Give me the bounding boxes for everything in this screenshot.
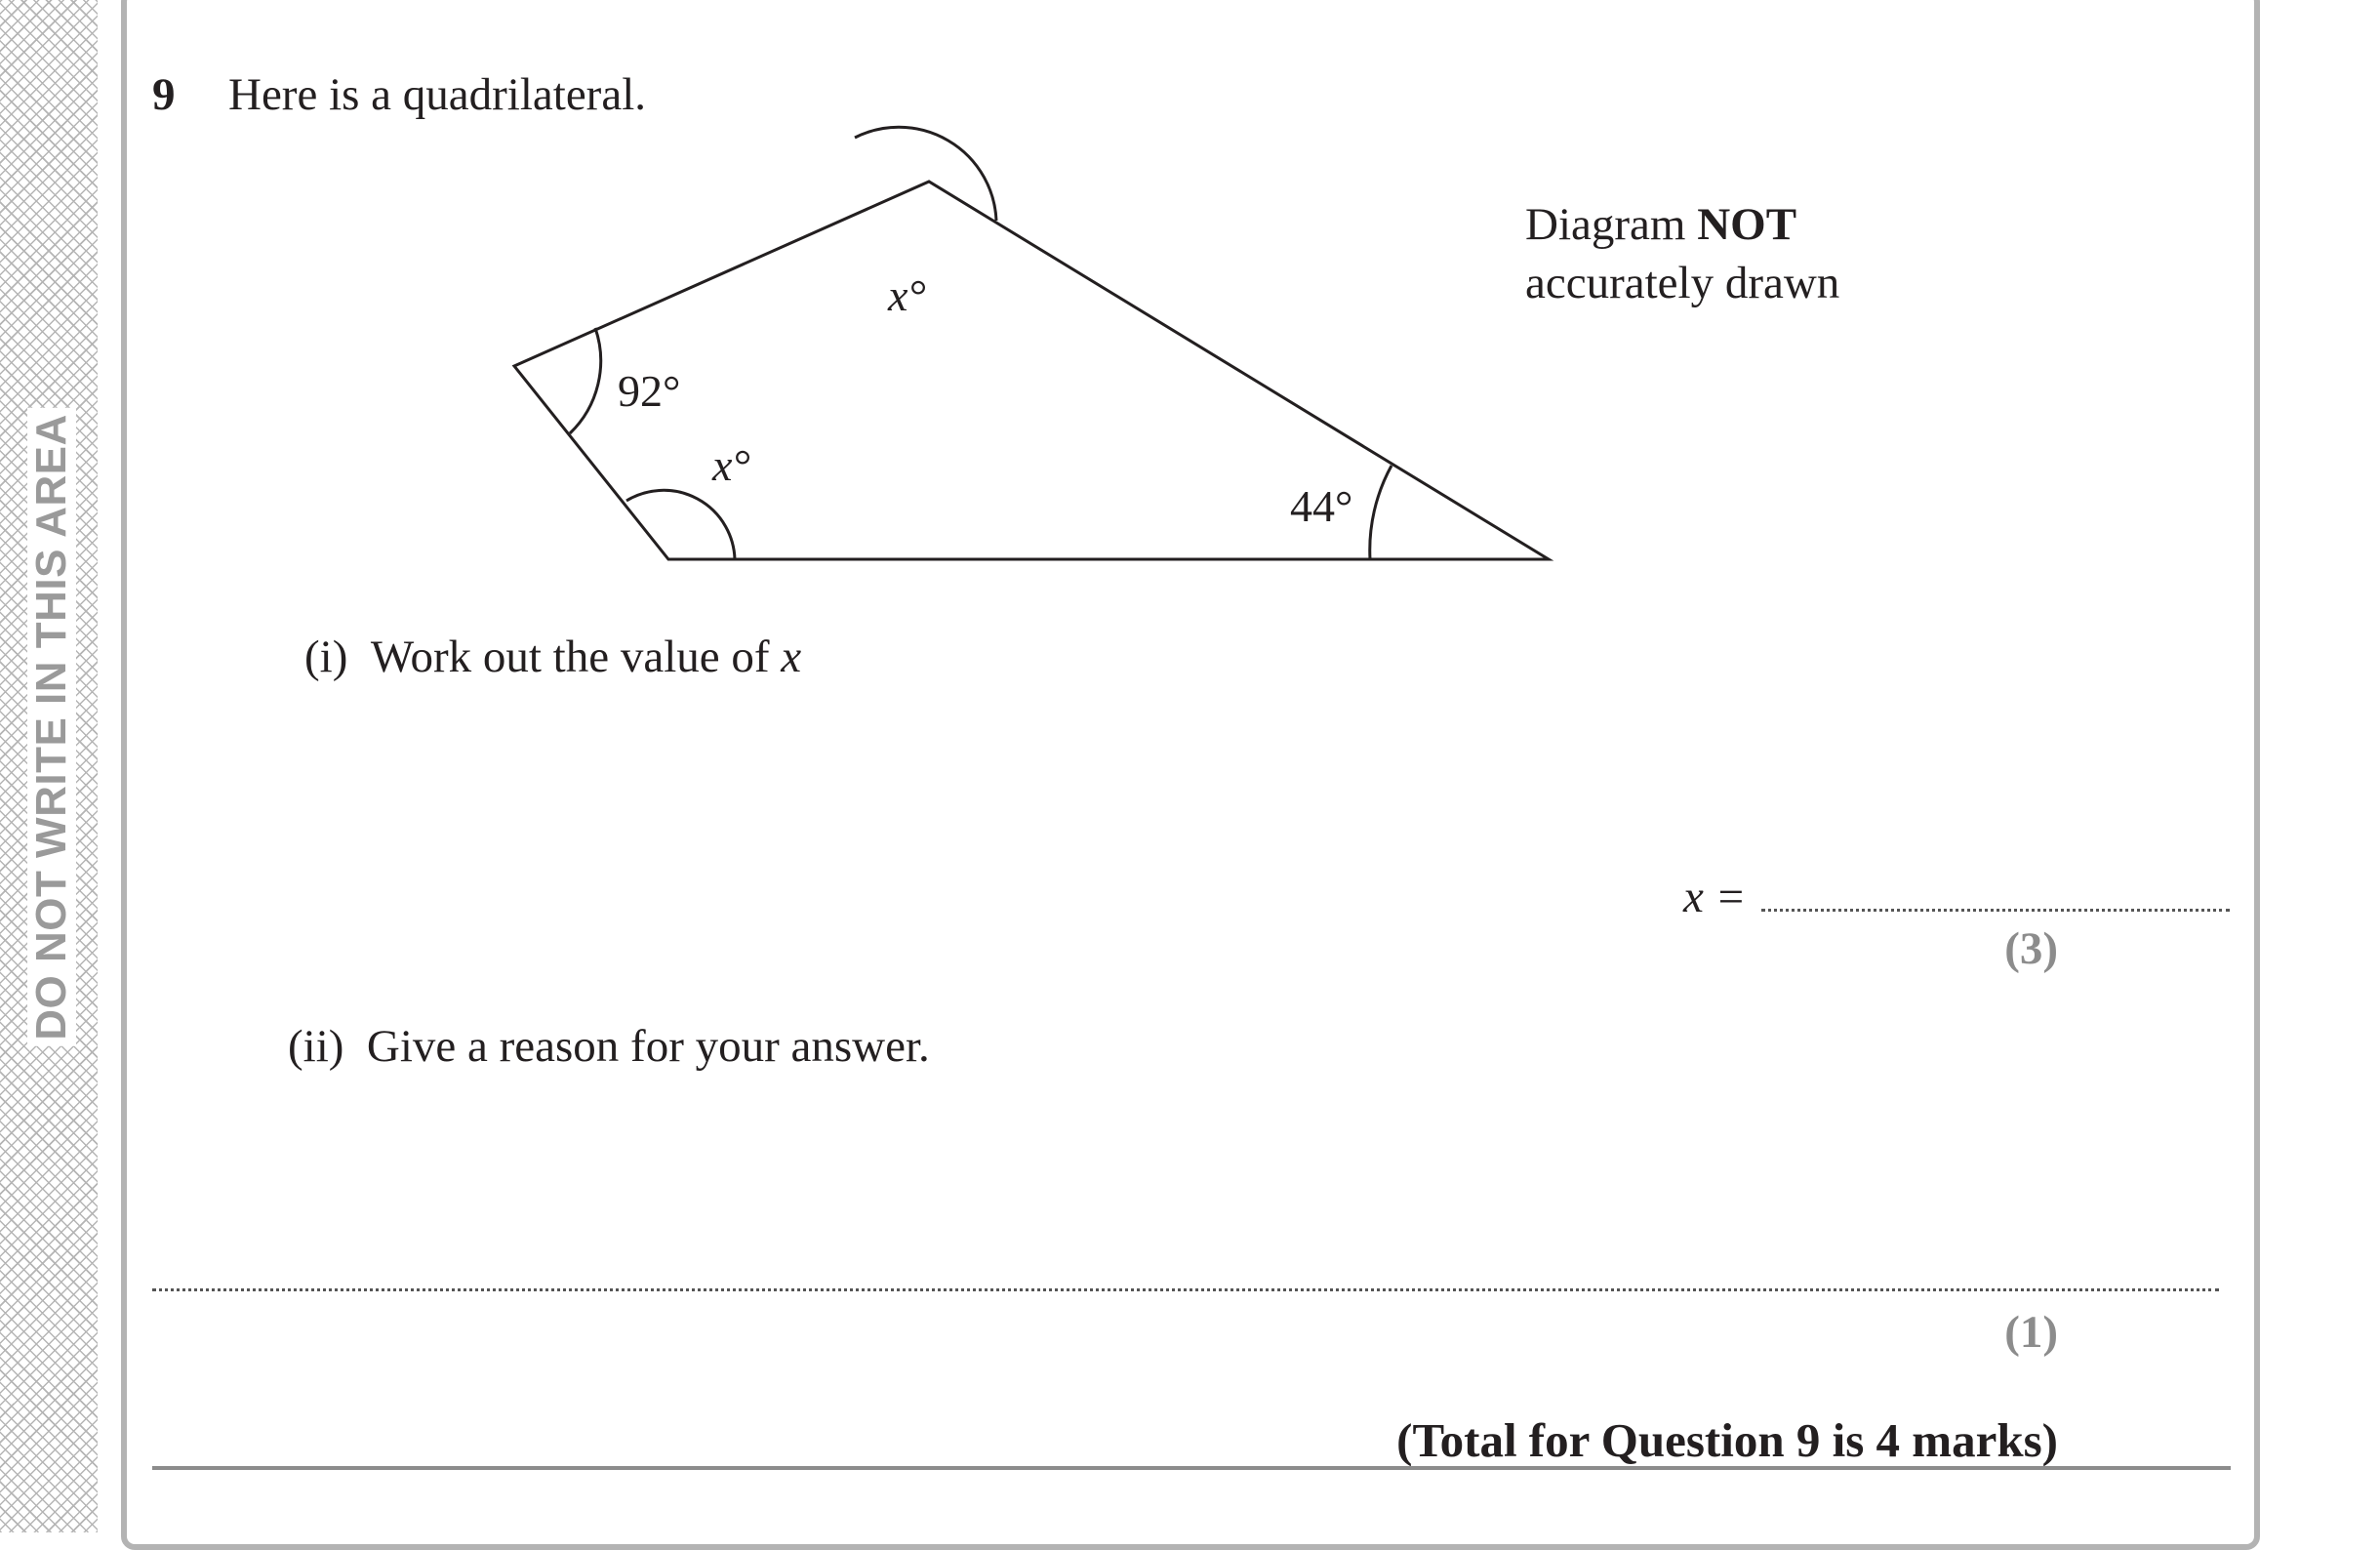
part-ii-prompt [288, 1020, 930, 1073]
part-ii-text: Give a reason for your answer. [366, 1021, 930, 1072]
marks-part-i: (3) [2004, 923, 2058, 974]
bottom-rule [152, 1466, 2231, 1470]
angle-label-left: 92° [618, 366, 681, 416]
diagram-note-emphasis: NOT [1697, 199, 1797, 250]
angle-label-bottom-left: x° [712, 440, 750, 490]
part-i-prompt [304, 631, 801, 683]
angle-label-top: x° [888, 270, 926, 320]
part-i-var: x [781, 632, 802, 682]
answer-row [1683, 871, 2230, 923]
question-intro: Here is a quadrilateral. [228, 69, 647, 120]
diagram-note-line2: accurately drawn [1525, 258, 1840, 308]
answer-line[interactable] [1761, 876, 2230, 912]
question-total: (Total for Question 9 is 4 marks) [1396, 1413, 2058, 1467]
angle-arc-left [570, 328, 601, 433]
angle-label-right: 44° [1290, 481, 1353, 531]
diagram-note [1525, 195, 1839, 312]
question-number: 9 [152, 69, 176, 120]
do-not-write-label: DO NOT WRITE IN THIS AREA [27, 408, 76, 1046]
marks-part-ii: (1) [2004, 1307, 2058, 1358]
answer-prefix: x = [1683, 872, 1747, 922]
part-i-text: Work out the value of [370, 632, 782, 682]
reason-answer-line[interactable] [152, 1288, 2219, 1291]
part-ii-label: (ii) [288, 1021, 344, 1072]
angle-arc-right [1370, 466, 1392, 559]
part-i-label: (i) [304, 632, 348, 682]
diagram-note-prefix: Diagram [1525, 199, 1698, 250]
